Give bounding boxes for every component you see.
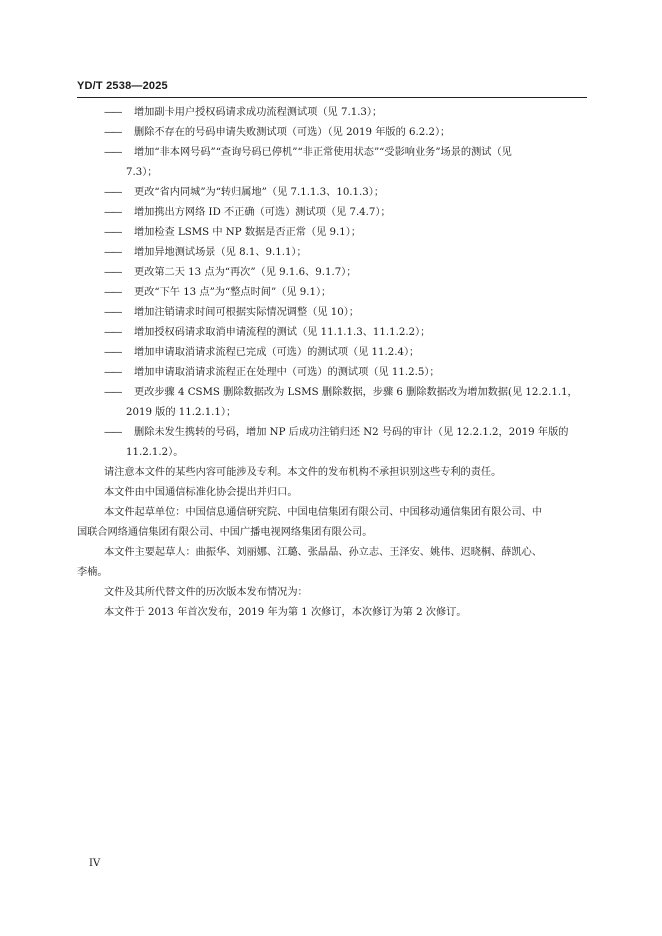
change-item-text: 增加申请取消请求流程已完成（可选）的测试项（见 11.2.4）； bbox=[134, 347, 420, 358]
change-item-continuation: 2019 版的 11.2.1.1）； bbox=[126, 407, 237, 418]
change-item-text: 增加异地测试场景（见 8.1、9.1.1）； bbox=[134, 247, 307, 258]
main-drafters bbox=[0, 543, 662, 583]
page-number: IV bbox=[89, 858, 101, 869]
main-drafters-line-1: 本文件主要起草人：曲振华、刘丽娜、江璐、张晶晶、孙立志、王泽安、姚伟、迟晓桐、薛凯心、 bbox=[104, 547, 543, 558]
main-drafters-line-2: 李楠。 bbox=[77, 567, 108, 578]
header-divider bbox=[77, 97, 587, 98]
history-detail: 本文件于 2013 年首次发布，2019 年为第 1 次修订，本次修订为第 2 次修订。 bbox=[104, 607, 467, 618]
change-item-text: 增加注销请求时间可根据实际情况调整（见 10）； bbox=[134, 307, 360, 318]
change-item-text: 更改“下午 13 点”为“整点时间”（见 9.1）； bbox=[134, 287, 332, 298]
list-dash: —— bbox=[104, 427, 121, 438]
list-dash: —— bbox=[104, 307, 121, 318]
patent-notice: 请注意本文件的某些内容可能涉及专利。本文件的发布机构不承担识别这些专利的责任。 bbox=[104, 467, 502, 478]
list-dash: —— bbox=[104, 127, 121, 138]
list-dash: —— bbox=[104, 107, 121, 118]
list-dash: —— bbox=[104, 387, 121, 398]
change-item-continuation: 11.2.1.2）。 bbox=[126, 447, 184, 458]
proposer-statement: 本文件由中国通信标准化协会提出并归口。 bbox=[104, 487, 298, 498]
change-list-item bbox=[0, 183, 662, 203]
document-body bbox=[0, 103, 662, 623]
list-dash: —— bbox=[104, 227, 121, 238]
change-list bbox=[0, 103, 662, 463]
change-item-text: 更改第二天 13 点为“再次”（见 9.1.6、9.1.7）； bbox=[134, 267, 357, 278]
change-list-item bbox=[0, 323, 662, 343]
document-code: YD/T 2538—2025 bbox=[77, 80, 168, 92]
list-dash: —— bbox=[104, 267, 121, 278]
change-item-text: 增加“非本网号码”“查询号码已停机”“非正常使用状态”“受影响业务”场景的测试（见 bbox=[134, 147, 512, 158]
change-item-text: 增加副卡用户授权码请求成功流程测试项（见 7.1.3）； bbox=[134, 107, 383, 118]
change-item-text: 删除不存在的号码申请失败测试项（可选）（见 2019 年版的 6.2.2）； bbox=[134, 127, 451, 138]
list-dash: —— bbox=[104, 367, 121, 378]
list-dash: —— bbox=[104, 207, 121, 218]
list-dash: —— bbox=[104, 147, 121, 158]
change-list-item bbox=[0, 203, 662, 223]
change-list-item bbox=[0, 363, 662, 383]
change-item-text: 更改“省内同城”为“转归属地”（见 7.1.1.3、10.1.3）； bbox=[134, 187, 385, 198]
drafting-units-line-2: 国联合网络通信集团有限公司、中国广播电视网络集团有限公司。 bbox=[77, 527, 373, 538]
change-list-item bbox=[0, 303, 662, 323]
change-item-continuation: 7.3）； bbox=[126, 167, 158, 178]
change-item-text: 增加检查 LSMS 中 NP 数据是否正常（见 9.1）； bbox=[134, 227, 362, 238]
drafting-units-line-1: 本文件起草单位：中国信息通信研究院、中国电信集团有限公司、中国移动通信集团有限公司、中 bbox=[104, 507, 543, 518]
change-list-item bbox=[0, 343, 662, 363]
change-item-text: 增加申请取消请求流程正在处理中（可选）的测试项（见 11.2.5）； bbox=[134, 367, 440, 378]
change-item-text: 增加授权码请求取消申请流程的测试（见 11.1.1.3、11.1.2.2）； bbox=[134, 327, 431, 338]
drafting-units bbox=[0, 503, 662, 543]
change-item-text: 删除未发生携转的号码，增加 NP 后成功注销归还 N2 号码的审计（见 12.2.1.2，2019 年版的 bbox=[134, 427, 569, 438]
list-dash: —— bbox=[104, 327, 121, 338]
change-list-item bbox=[0, 283, 662, 303]
list-dash: —— bbox=[104, 347, 121, 358]
change-list-item bbox=[0, 383, 662, 423]
change-list-item bbox=[0, 263, 662, 283]
change-list-item bbox=[0, 103, 662, 123]
list-dash: —— bbox=[104, 247, 121, 258]
history-title: 文件及其所代替文件的历次版本发布情况为： bbox=[104, 587, 308, 598]
change-list-item bbox=[0, 423, 662, 463]
list-dash: —— bbox=[104, 287, 121, 298]
change-list-item bbox=[0, 223, 662, 243]
change-list-item bbox=[0, 243, 662, 263]
list-dash: —— bbox=[104, 187, 121, 198]
change-list-item bbox=[0, 143, 662, 183]
change-list-item bbox=[0, 123, 662, 143]
change-item-text: 更改步骤 4 CSMS 删除数据改为 LSMS 删除数据，步骤 6 删除数据改为增加数据(见 12.2.1.1， bbox=[134, 387, 578, 398]
change-item-text: 增加携出方网络 ID 不正确（可选）测试项（见 7.4.7）； bbox=[134, 207, 391, 218]
